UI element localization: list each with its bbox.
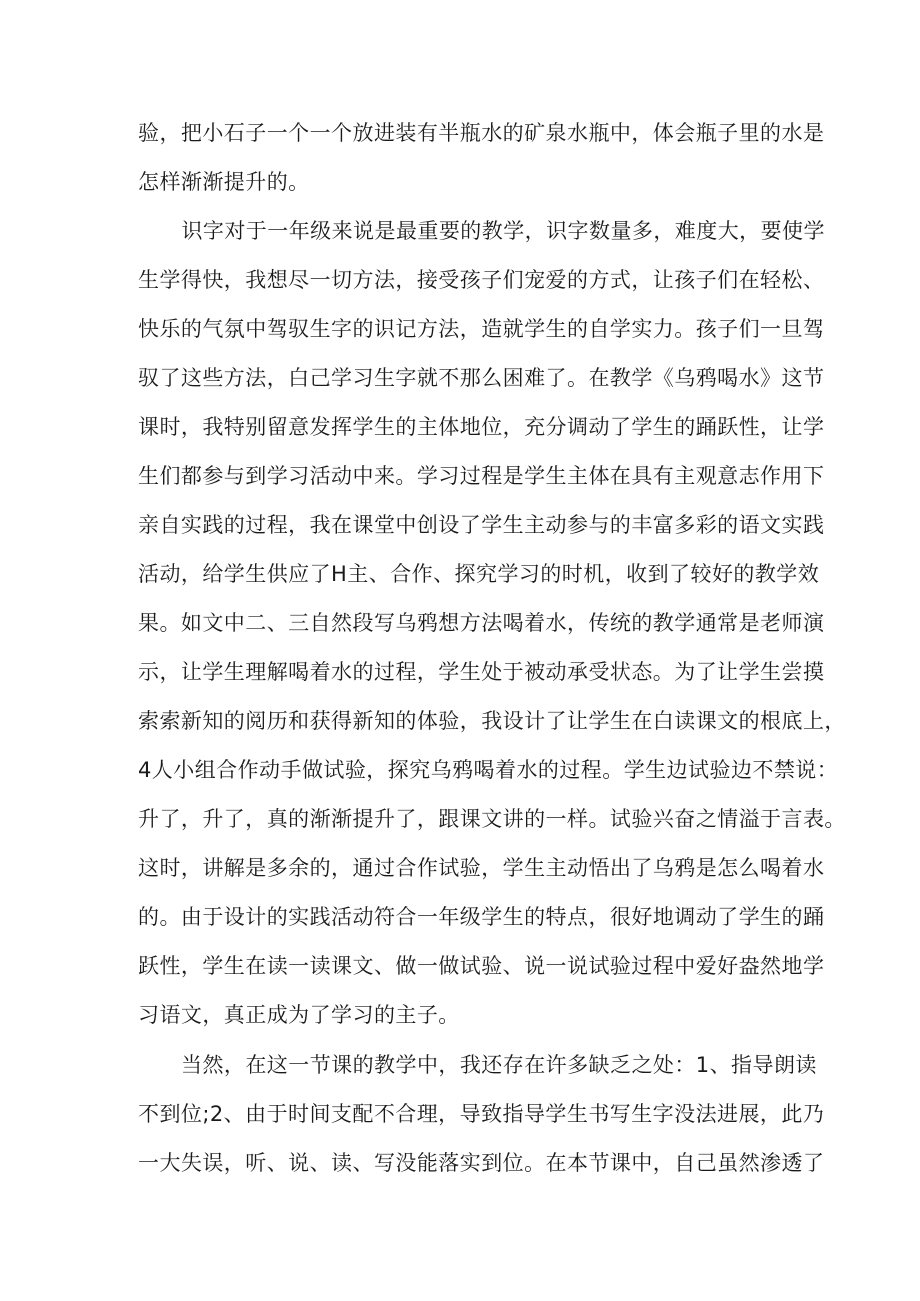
text-line: 习语文，真正成为了学习的主子。 [138, 1003, 460, 1027]
text-line: 这时，讲解是多余的，通过合作试验，学生主动悟出了乌鸦是怎么喝着水 [138, 856, 825, 880]
text-line: 快乐的气氛中驾驭生字的识记方法，造就学生的自学实力。孩子们一旦驾 [138, 317, 825, 341]
text-line: 升了，升了，真的渐渐提升了，跟课文讲的一样。试验兴奋之情溢于言表。 [138, 807, 846, 831]
text-line: 果。如文中二、三自然段写乌鸦想方法喝着水，传统的教学通常是老师演 [138, 611, 825, 635]
text-line: 一大失误，听、说、读、写没能落实到位。在本节课中，自己虽然渗透了 [138, 1151, 825, 1175]
text-line: 不到位;2、由于时间支配不合理，导致指导学生书写生字没法进展，此乃 [138, 1102, 825, 1126]
text-line: 跃性，学生在读一读课文、做一做试验、说一说试验过程中爱好盎然地学 [138, 954, 825, 978]
text-line: 驭了这些方法，白己学习生字就不那么困难了。在教学《乌鸦喝水》这节 [138, 366, 825, 390]
text-line: 活动，给学生供应了H主、合作、探究学习的时机，收到了较好的教学效 [138, 562, 820, 586]
text-line: 索索新知的阅历和获得新知的体验，我设计了让学生在白读课文的根底上， [138, 709, 846, 733]
text-line: 4人小组合作动手做试验，探究乌鸦喝着水的过程。学生边试验边不禁说： [138, 758, 839, 782]
text-line: 识字对于一年级来说是最重要的教学，识字数量多，难度大，要使学 [160, 219, 825, 243]
text-line: 亲自实践的过程，我在课堂中创设了学生主动参与的丰富多彩的语文实践 [138, 513, 825, 537]
text-line: 的。由于设计的实践活动符合一年级学生的特点，很好地调动了学生的踊 [138, 905, 825, 929]
text-line: 当然，在这一节课的教学中，我还存在许多缺乏之处：1、指导朗读 [181, 1053, 817, 1077]
text-line: 生学得快，我想尽一切方法，接受孩子们宠爱的方式，让孩子们在轻松、 [138, 268, 825, 292]
text-line: 生们都参与到学习活动中来。学习过程是学生主体在具有主观意志作用下 [138, 464, 825, 488]
text-line: 怎样渐渐提升的。 [138, 170, 310, 194]
text-line: 示，让学生理解喝着水的过程，学生处于被动承受状态。为了让学生尝摸 [138, 660, 825, 684]
text-line: 验，把小石子一个一个放进装有半瓶水的矿泉水瓶中，体会瓶子里的水是 [138, 121, 825, 145]
text-line: 课时，我特别留意发挥学生的主体地位，充分调动了学生的踊跃性，让学 [138, 415, 825, 439]
